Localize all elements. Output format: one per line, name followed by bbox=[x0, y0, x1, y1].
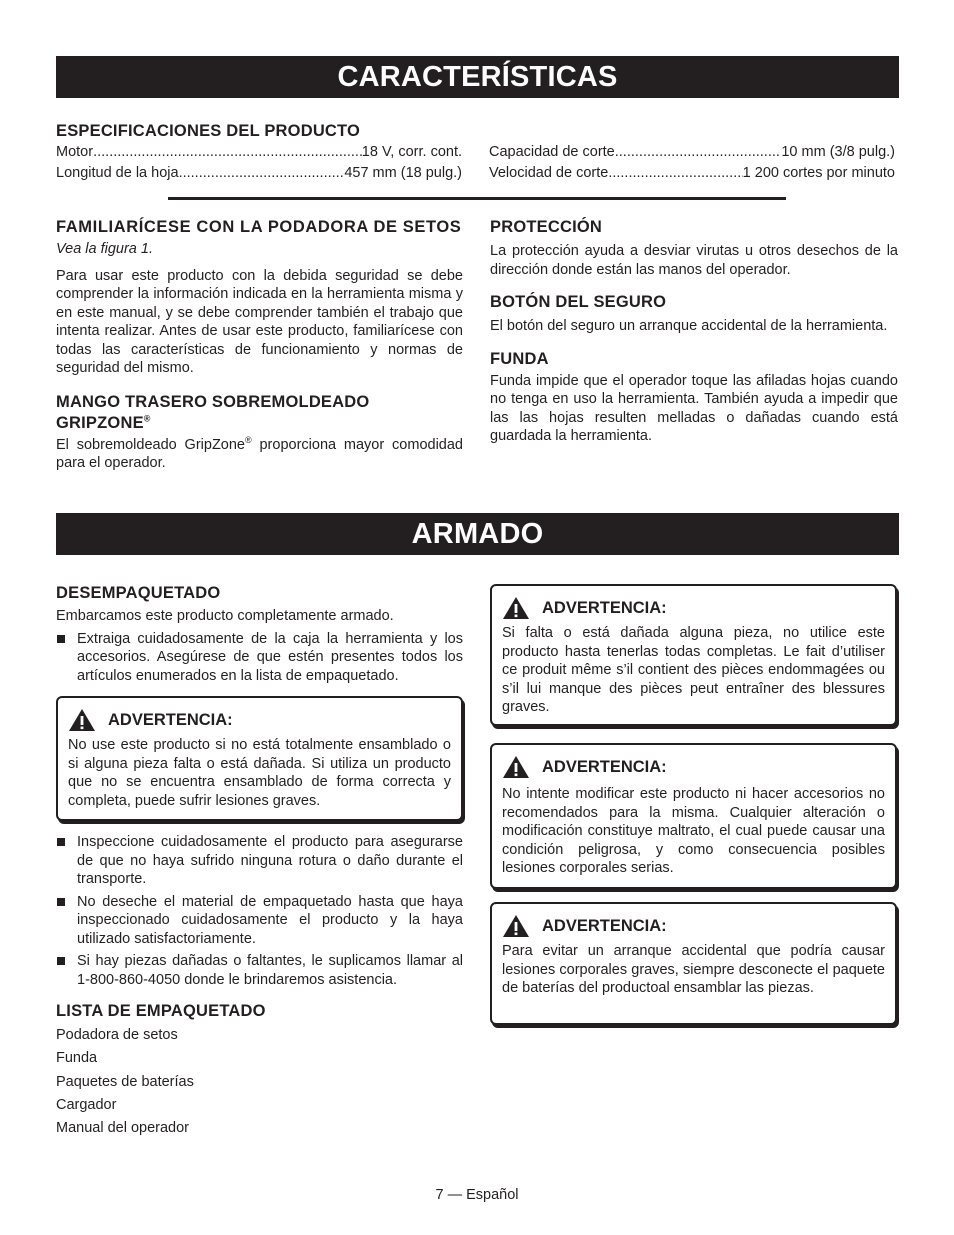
mango-heading bbox=[56, 392, 463, 434]
lista-heading: LISTA DE EMPAQUETADO bbox=[56, 1002, 266, 1020]
warning-text: No intente modificar este producto ni hacer accesorios no recomendados para la misma. Cualquier alteración o modificación constituye maltrato, el cual puede causar una condición peligrosa, y como consecuencia posibles lesiones corporales serias. bbox=[502, 786, 885, 876]
funda-heading: FUNDA bbox=[490, 349, 549, 368]
spec-row bbox=[56, 142, 462, 163]
funda-text: Funda impide que el operador toque las afiladas hojas cuando no tenga en uso la herramienta. También ayuda a impedir que las las hojas resulten melladas o dañadas cuando está guardada la herramienta. bbox=[490, 372, 898, 444]
warning-box bbox=[490, 743, 897, 889]
divider-rule bbox=[168, 197, 786, 200]
spec-leader bbox=[179, 163, 345, 184]
warning-title: ADVERTENCIA: bbox=[542, 598, 667, 617]
warning-box bbox=[490, 902, 897, 1025]
spec-value: 10 mm (3/8 pulg.) bbox=[781, 144, 895, 160]
section-title-armado: ARMADO bbox=[56, 513, 899, 555]
warning-text: Para evitar un arranque accidental que podría causar lesiones corporales graves, siempre desconecte el paquete de baterías del productoal ensamblar las piezas. bbox=[502, 943, 885, 996]
warning-box bbox=[490, 584, 897, 726]
desempaquetado-continued bbox=[56, 833, 463, 1140]
mango-heading-text: MANGO TRASERO SOBREMOLDEADO GRIPZONE bbox=[56, 392, 370, 432]
spec-row bbox=[56, 163, 462, 184]
left-column-features bbox=[56, 217, 463, 473]
warning-triangle-icon bbox=[502, 596, 530, 620]
bullet-text: Extraiga cuidadosamente de la caja la herramienta y los accesorios. Asegúrese de que estén presentes todos los artículos enumerados en la lista de empaquetado. bbox=[77, 630, 463, 684]
specs-right bbox=[489, 142, 895, 184]
section-title-caracteristicas: CARACTERÍSTICAS bbox=[56, 56, 899, 98]
bullet-square-icon bbox=[57, 838, 65, 846]
page-footer: 7 — Español bbox=[435, 1187, 519, 1203]
packing-list-item: Funda bbox=[56, 1050, 98, 1067]
packing-list-item: Paquetes de baterías bbox=[56, 1073, 194, 1090]
warning-header bbox=[68, 708, 451, 732]
desempaquetado-section bbox=[56, 583, 463, 685]
desempaquetado-intro: Embarcamos este producto completamente armado. bbox=[56, 608, 394, 624]
warning-title: ADVERTENCIA: bbox=[542, 916, 667, 935]
mango-text bbox=[56, 436, 463, 473]
packing-list-item: Podadora de setos bbox=[56, 1027, 178, 1043]
bullet-square-icon bbox=[57, 957, 65, 965]
spec-label: Capacidad de corte bbox=[489, 144, 615, 160]
warning-header bbox=[502, 914, 885, 938]
bullet-square-icon bbox=[57, 635, 65, 643]
list-item bbox=[56, 630, 463, 686]
bullet-square-icon bbox=[57, 898, 65, 906]
mango-text-before: El sobremoldeado GripZone bbox=[56, 436, 245, 453]
boton-heading: BOTÓN DEL SEGURO bbox=[490, 293, 667, 311]
registered-mark: ® bbox=[245, 434, 252, 445]
specs-heading: ESPECIFICACIONES DEL PRODUCTO bbox=[56, 122, 361, 140]
warning-text: No use este producto si no está totalmente ensamblado o si alguna pieza falta o está dañada. Si utiliza un producto que no se encuentra ensamblado de forma correcta y completa, puede sufrir lesiones graves. bbox=[68, 737, 451, 809]
packing-list-item: Cargador bbox=[56, 1096, 117, 1113]
right-column-features bbox=[490, 217, 898, 446]
warning-box bbox=[56, 696, 463, 821]
packing-list-item: Manual del operador bbox=[56, 1120, 190, 1137]
proteccion-heading: PROTECCIÓN bbox=[490, 218, 603, 236]
spec-leader bbox=[608, 163, 742, 184]
spec-value: 457 mm (18 pulg.) bbox=[344, 165, 462, 181]
warning-triangle-icon bbox=[502, 755, 530, 779]
spec-row bbox=[489, 163, 895, 184]
warning-triangle-icon bbox=[68, 708, 96, 732]
figure-reference: Vea la figura 1. bbox=[56, 241, 153, 257]
packing-list bbox=[56, 1024, 463, 1140]
specs-left bbox=[56, 121, 462, 184]
bullet-text: No deseche el material de empaquetado hasta que haya inspeccionado cuidadosamente el producto y la haya utilizado satisfactoriamente. bbox=[77, 893, 463, 947]
warning-text: Si falta o está dañada alguna pieza, no utilice este producto hasta tenerlas todas completas. Le fait d’utiliser ce produit même s’il contient des pièces endommagées ou s’il lui manque des pièces peut entraîner des blessures graves. bbox=[502, 625, 885, 715]
warning-header bbox=[502, 596, 885, 620]
familiarice-heading: FAMILIARÍCESE CON LA PODADORA DE SETOS bbox=[56, 218, 462, 236]
spec-value: 1 200 cortes por minuto bbox=[742, 165, 895, 181]
desempaquetado-heading: DESEMPAQUETADO bbox=[56, 584, 221, 602]
spec-leader bbox=[93, 142, 362, 163]
bullet-text: Si hay piezas dañadas o faltantes, le suplicamos llamar al 1-800-860-4050 donde le brindaremos asistencia. bbox=[77, 953, 463, 988]
list-item bbox=[56, 833, 463, 889]
list-item bbox=[56, 893, 463, 949]
warning-triangle-icon bbox=[502, 914, 530, 938]
warning-title: ADVERTENCIA: bbox=[542, 757, 667, 776]
unpack-bullets-first bbox=[56, 630, 463, 686]
boton-text: El botón del seguro un arranque accidental de la herramienta. bbox=[490, 318, 888, 334]
unpack-bullets-after bbox=[56, 833, 463, 989]
warning-header bbox=[502, 755, 885, 779]
proteccion-text: La protección ayuda a desviar virutas u otros desechos de la dirección donde están las manos del operador. bbox=[490, 243, 898, 278]
spec-value: 18 V, corr. cont. bbox=[361, 144, 462, 160]
list-item bbox=[56, 952, 463, 989]
bullet-text: Inspeccione cuidadosamente el producto para asegurarse de que no haya sufrido ninguna rotura o daño durante el transporte. bbox=[77, 834, 463, 887]
spec-leader bbox=[615, 142, 782, 163]
spec-row bbox=[489, 142, 895, 163]
registered-mark: ® bbox=[143, 413, 151, 423]
spec-label: Velocidad de corte bbox=[489, 165, 609, 181]
familiarice-text: Para usar este producto con la debida seguridad se debe comprender la información indicada en la herramienta misma y en este manual, y se debe comprender también el trabajo que intenta realizar. Antes de usar este producto, familiarícese con todas las características de funcionamiento y normas de seguridad del mismo. bbox=[56, 267, 463, 376]
mango-text-after: proporciona mayor comodidad para el operador. bbox=[56, 436, 463, 471]
spec-label: Longitud de la hoja bbox=[56, 165, 179, 181]
spec-label: Motor bbox=[56, 144, 94, 160]
warning-title: ADVERTENCIA: bbox=[108, 710, 233, 729]
